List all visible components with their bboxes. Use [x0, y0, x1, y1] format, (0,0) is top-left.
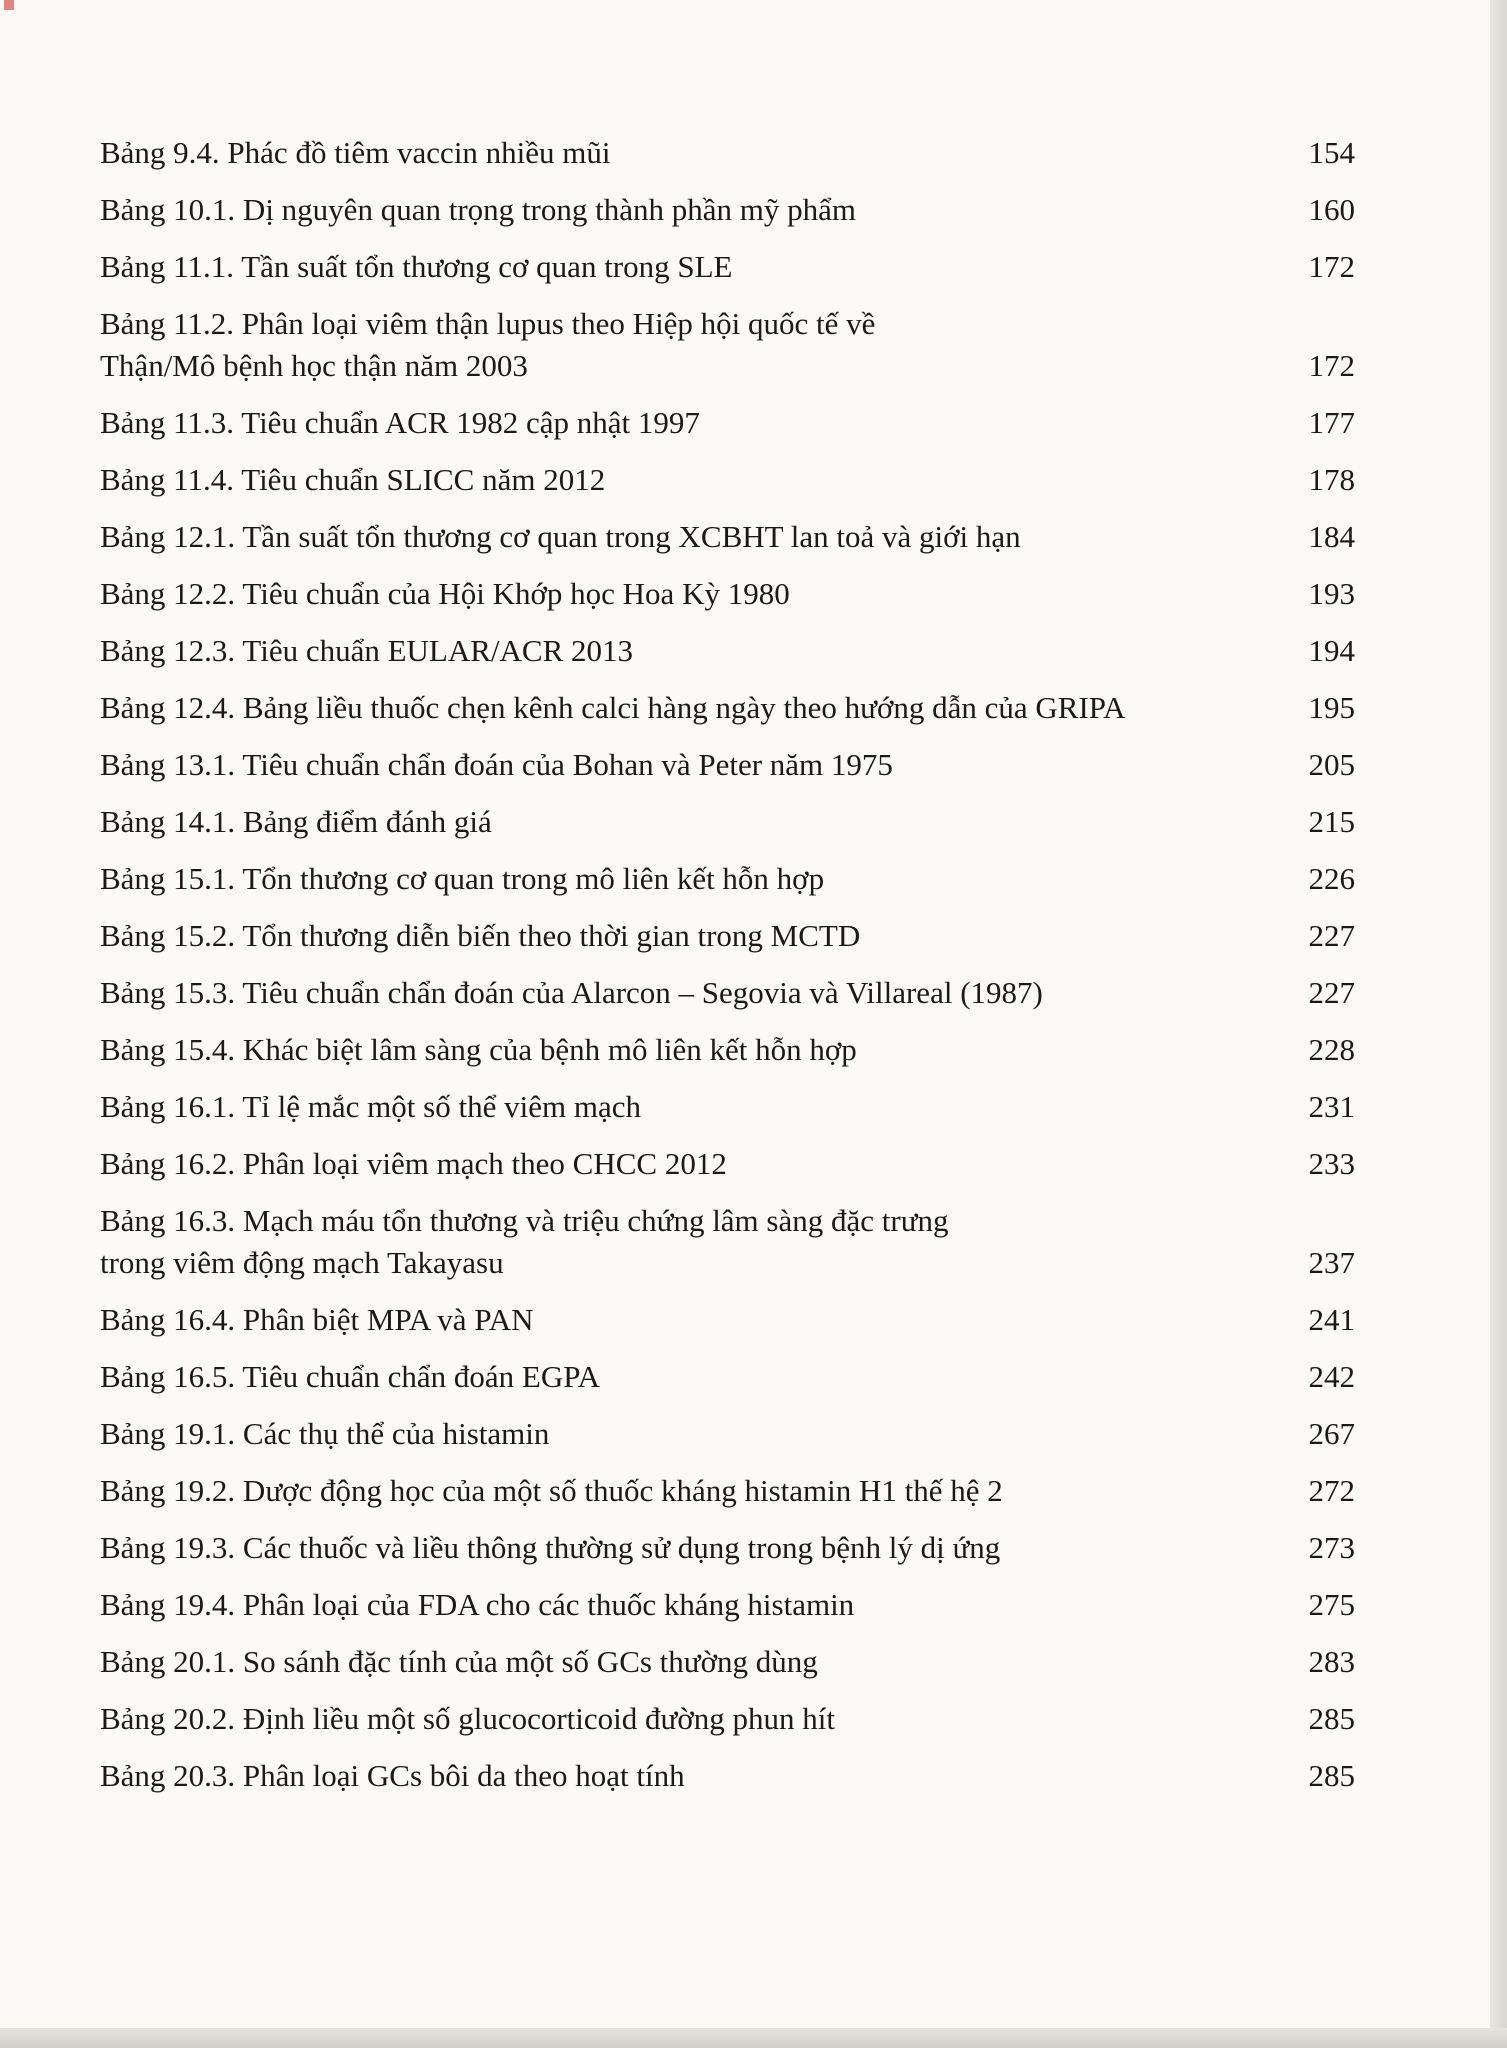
toc-entry-title: Bảng 11.1. Tần suất tổn thương cơ quan trong SLE — [100, 249, 733, 284]
toc-entry — [100, 1527, 1355, 1569]
toc-entry-page-number: 233 — [1308, 1146, 1355, 1181]
toc-entry — [100, 1029, 1355, 1071]
toc-entry-page-number: 242 — [1308, 1359, 1355, 1394]
toc-entry-title: Bảng 15.4. Khác biệt lâm sàng của bệnh mô liên kết hỗn hợp — [100, 1032, 857, 1067]
toc-entry-title: Bảng 12.4. Bảng liều thuốc chẹn kênh calci hàng ngày theo hướng dẫn của GRIPA — [100, 690, 1126, 725]
toc-entry — [100, 1584, 1355, 1626]
page-edge-bottom — [0, 2028, 1507, 2048]
toc-entry-page-number: 273 — [1308, 1530, 1355, 1565]
toc-entry-page-number: 227 — [1308, 975, 1355, 1010]
toc-entry — [100, 1356, 1355, 1398]
toc-entry-page-number: 194 — [1308, 633, 1355, 668]
toc-entry-title: Bảng 16.4. Phân biệt MPA và PAN — [100, 1302, 534, 1337]
toc-entry-title: Bảng 15.3. Tiêu chuẩn chẩn đoán của Alarcon – Segovia và Villareal (1987) — [100, 975, 1043, 1010]
toc-entry-page-number: 285 — [1308, 1701, 1355, 1736]
toc-entry — [100, 1641, 1355, 1683]
toc-entry — [100, 246, 1355, 288]
toc-entry-title: Bảng 16.3. Mạch máu tổn thương và triệu chứng lâm sàng đặc trưng trong viêm động mạch Takayasu — [100, 1203, 949, 1280]
toc-entry-title: Bảng 19.1. Các thụ thể của histamin — [100, 1416, 550, 1451]
toc-entry-title: Bảng 16.2. Phân loại viêm mạch theo CHCC 2012 — [100, 1146, 727, 1181]
toc-entry — [100, 189, 1355, 231]
toc-entry — [100, 132, 1355, 174]
toc-entry — [100, 303, 1355, 387]
toc-entry-title: Bảng 10.1. Dị nguyên quan trọng trong thành phần mỹ phẩm — [100, 192, 856, 227]
toc-entry — [100, 1698, 1355, 1740]
scan-corner-mark — [4, 0, 14, 10]
toc-entry-page-number: 172 — [1308, 249, 1355, 284]
toc-entry-page-number: 272 — [1308, 1473, 1355, 1508]
toc-entry-page-number: 267 — [1308, 1416, 1355, 1451]
toc-entry-title: Bảng 12.1. Tần suất tổn thương cơ quan trong XCBHT lan toả và giới hạn — [100, 519, 1021, 554]
toc-entry — [100, 801, 1355, 843]
toc-entry-page-number: 227 — [1308, 918, 1355, 953]
toc-entry-page-number: 195 — [1308, 690, 1355, 725]
toc-entry-page-number: 154 — [1308, 135, 1355, 170]
toc-entry-title: Bảng 19.2. Dược động học của một số thuốc kháng histamin H1 thế hệ 2 — [100, 1473, 1003, 1508]
toc-entry — [100, 402, 1355, 444]
toc-entry — [100, 573, 1355, 615]
toc-entry — [100, 516, 1355, 558]
toc-entry-title: Bảng 15.2. Tổn thương diễn biến theo thời gian trong MCTD — [100, 918, 861, 953]
toc-entry — [100, 630, 1355, 672]
toc-entry — [100, 1299, 1355, 1341]
toc-entry-page-number: 231 — [1308, 1089, 1355, 1124]
toc-entry-page-number: 177 — [1308, 405, 1355, 440]
toc-entry-page-number: 226 — [1308, 861, 1355, 896]
toc-entry-page-number: 228 — [1308, 1032, 1355, 1067]
toc-entry-page-number: 184 — [1308, 519, 1355, 554]
toc-entry — [100, 1755, 1355, 1797]
toc-entry-title: Bảng 15.1. Tổn thương cơ quan trong mô liên kết hỗn hợp — [100, 861, 825, 896]
toc-entry-title: Bảng 11.4. Tiêu chuẩn SLICC năm 2012 — [100, 462, 606, 497]
toc-entry-title: Bảng 16.5. Tiêu chuẩn chẩn đoán EGPA — [100, 1359, 600, 1394]
toc-entry — [100, 1200, 1355, 1284]
toc-entry-title: Bảng 20.3. Phân loại GCs bôi da theo hoạt tính — [100, 1758, 685, 1793]
toc-entry — [100, 1143, 1355, 1185]
toc-entry — [100, 744, 1355, 786]
toc-entry — [100, 1413, 1355, 1455]
toc-entry-page-number: 283 — [1308, 1644, 1355, 1679]
toc-entry-title: Bảng 20.2. Định liều một số glucocorticoid đường phun hít — [100, 1701, 835, 1736]
toc-entry — [100, 459, 1355, 501]
toc-entry-title: Bảng 9.4. Phác đồ tiêm vaccin nhiều mũi — [100, 135, 611, 170]
toc-entry-title: Bảng 19.3. Các thuốc và liều thông thường sử dụng trong bệnh lý dị ứng — [100, 1530, 1001, 1565]
toc-entry — [100, 1470, 1355, 1512]
toc-entry-page-number: 193 — [1308, 576, 1355, 611]
table-list — [100, 132, 1355, 1812]
toc-entry-title: Bảng 16.1. Tỉ lệ mắc một số thể viêm mạch — [100, 1089, 641, 1124]
toc-entry-title: Bảng 12.3. Tiêu chuẩn EULAR/ACR 2013 — [100, 633, 634, 668]
toc-entry-title: Bảng 14.1. Bảng điểm đánh giá — [100, 804, 492, 839]
toc-entry-title: Bảng 11.3. Tiêu chuẩn ACR 1982 cập nhật 1997 — [100, 405, 700, 440]
toc-entry-page-number: 285 — [1308, 1758, 1355, 1793]
toc-entry — [100, 972, 1355, 1014]
toc-entry — [100, 915, 1355, 957]
toc-entry-title: Bảng 13.1. Tiêu chuẩn chẩn đoán của Bohan và Peter năm 1975 — [100, 747, 893, 782]
toc-entry-page-number: 205 — [1308, 747, 1355, 782]
toc-entry-page-number: 178 — [1308, 462, 1355, 497]
toc-entry-page-number: 160 — [1308, 192, 1355, 227]
toc-entry-title: Bảng 20.1. So sánh đặc tính của một số GCs thường dùng — [100, 1644, 818, 1679]
toc-entry — [100, 858, 1355, 900]
toc-entry-page-number: 237 — [1308, 1245, 1355, 1280]
toc-entry — [100, 687, 1355, 729]
toc-entry-title: Bảng 12.2. Tiêu chuẩn của Hội Khớp học Hoa Kỳ 1980 — [100, 576, 790, 611]
toc-entry-title: Bảng 19.4. Phân loại của FDA cho các thuốc kháng histamin — [100, 1587, 855, 1622]
toc-entry-title: Bảng 11.2. Phân loại viêm thận lupus theo Hiệp hội quốc tế về Thận/Mô bệnh học thận năm 2003 — [100, 306, 876, 383]
toc-entry-page-number: 241 — [1308, 1302, 1355, 1337]
toc-entry-page-number: 215 — [1308, 804, 1355, 839]
page-edge-right — [1490, 0, 1507, 2048]
toc-entry — [100, 1086, 1355, 1128]
toc-entry-page-number: 172 — [1308, 348, 1355, 383]
toc-entry-page-number: 275 — [1308, 1587, 1355, 1622]
